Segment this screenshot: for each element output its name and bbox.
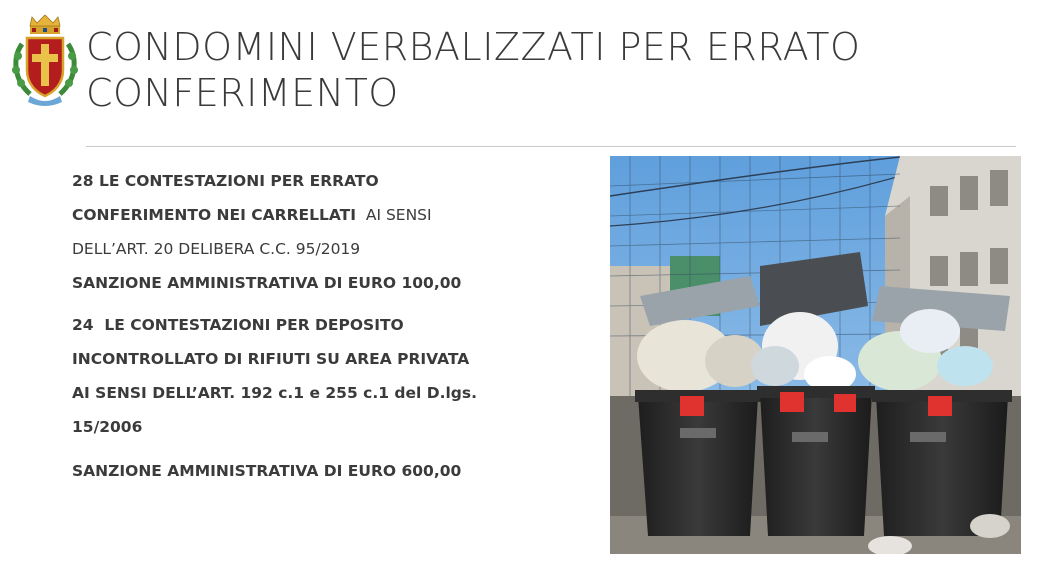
- p1-line-2-bold: CONFERIMENTO NEI CARRELLATI: [72, 206, 356, 224]
- p2-line-4: 15/2006: [72, 418, 143, 436]
- municipal-coat-of-arms-icon: [10, 14, 80, 108]
- p2-line-3: AI SENSI DELL’ART. 192 c.1 e 255 c.1 del D.lgs.: [72, 384, 477, 402]
- p3-line-1: SANZIONE AMMINISTRATIVA DI EURO 600,00: [72, 462, 462, 480]
- title-line-1: CONDOMINI VERBALIZZATI PER ERRATO: [86, 25, 861, 69]
- p1-line-3: DELL’ART. 20 DELIBERA C.C. 95/2019: [72, 240, 361, 258]
- title-divider: [86, 146, 1016, 147]
- p1-line-1: 28 LE CONTESTAZIONI PER ERRATO: [72, 172, 379, 190]
- paragraph-deposito-incontrollato: [72, 308, 592, 444]
- overflowing-waste-bins-photo: [610, 156, 1021, 554]
- title-line-2: CONFERIMENTO: [86, 71, 399, 115]
- body-text: [72, 164, 592, 488]
- p1-line-4: SANZIONE AMMINISTRATIVA DI EURO 100,00: [72, 274, 462, 292]
- page-title: [86, 24, 1016, 116]
- p1-line-2-normal: AI SENSI: [355, 206, 432, 224]
- p2-line-1: 24 LE CONTESTAZIONI PER DEPOSITO: [72, 316, 404, 334]
- p2-line-2: INCONTROLLATO DI RIFIUTI SU AREA PRIVATA: [72, 350, 470, 368]
- p1-line-2: [72, 198, 592, 232]
- paragraph-sanzione-600: [72, 454, 592, 488]
- paragraph-errato-conferimento: [72, 164, 592, 300]
